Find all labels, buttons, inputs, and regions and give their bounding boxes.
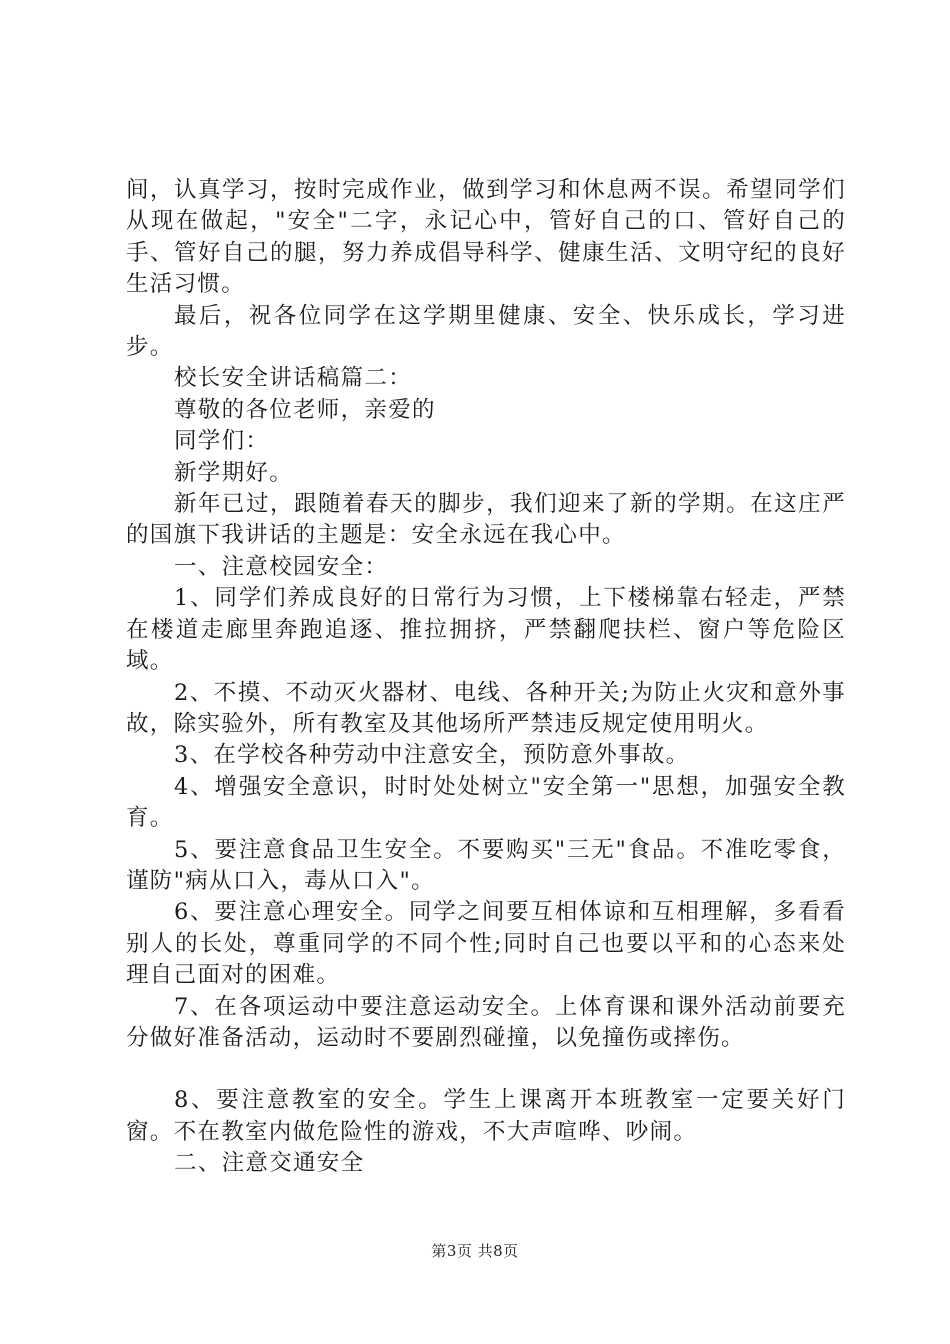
list-item-4: 4、增强安全意识，时时处处树立"安全第一"思想，加强安全教育。 — [126, 773, 846, 832]
salutation-line: 尊敬的各位老师，亲爱的 — [174, 396, 436, 423]
heading-traffic-safety: 二、注意交通安全 — [174, 1150, 365, 1177]
list-item-5: 5、要注意食品卫生安全。不要购买"三无"食品。不准吃零食，谨防"病从口入，毒从口入"。 — [126, 836, 846, 894]
blank-line — [126, 1054, 846, 1085]
salutation-students: 同学们： — [174, 428, 270, 455]
paragraph-closing-wish: 最后，祝各位同学在这学期里健康、安全、快乐成长，学习进步。 — [126, 302, 846, 361]
page-number-footer: 第3页 共8页 — [431, 1242, 519, 1260]
list-item-1: 1、同学们养成良好的日常行为习惯，上下楼梯靠右轻走，严禁在楼道走廊里奔跑追逐、推拉拥挤，严禁翻爬扶栏、窗户等危险区域。 — [126, 585, 846, 675]
list-item-7: 7、在各项运动中要注意运动安全。上体育课和课外活动前要充分做好准备活动，运动时不要剧烈碰撞，以免撞伤或摔伤。 — [126, 993, 846, 1051]
list-item-8: 8、要注意教室的安全。学生上课离开本班教室一定要关好门窗。不在教室内做危险性的游戏，不大声喧哗、吵闹。 — [126, 1087, 846, 1145]
section-heading-speech-two: 校长安全讲话稿篇二： — [174, 365, 413, 392]
list-item-2: 2、不摸、不动灭火器材、电线、各种开关;为防止火灾和意外事故，除实验外，所有教室及其他场所严禁违反规定使用明火。 — [126, 679, 846, 737]
paragraph-continuation: 间，认真学习，按时完成作业，做到学习和休息两不误。希望同学们从现在做起，"安全"二字，永记心中，管好自己的口、管好自己的手、管好自己的腿，努力养成倡导科学、健康生活、文明守纪的良好生活习惯。 — [126, 177, 846, 298]
paragraph-intro: 新年已过，跟随着春天的脚步，我们迎来了新的学期。在这庄严的国旗下我讲话的主题是：安全永远在我心中。 — [126, 491, 846, 549]
heading-campus-safety: 一、注意校园安全： — [174, 553, 389, 580]
document-body — [126, 175, 846, 1180]
list-item-6: 6、要注意心理安全。同学之间要互相体谅和互相理解，多看看别人的长处，尊重同学的不同个性;同时自己也要以平和的心态来处理自己面对的困难。 — [126, 899, 846, 989]
greeting-line: 新学期好。 — [174, 459, 294, 486]
list-item-3: 3、在学校各种劳动中注意安全，预防意外事故。 — [174, 742, 690, 769]
